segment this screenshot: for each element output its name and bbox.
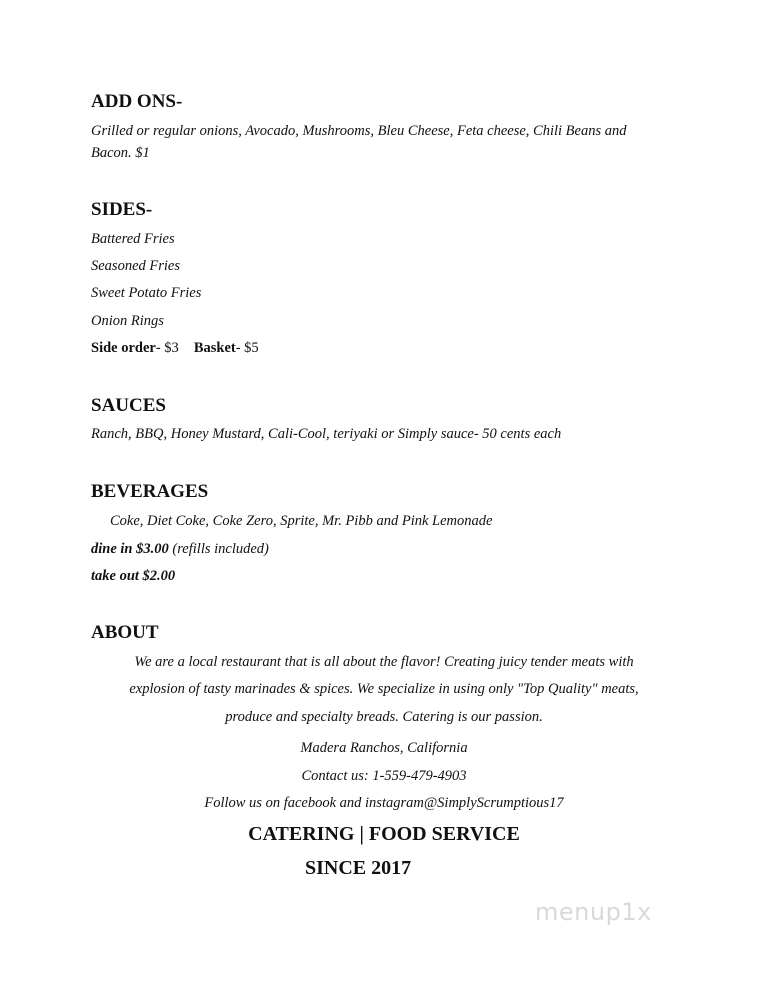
add-ons-heading: ADD ONS- xyxy=(91,91,183,112)
location: Madera Ranchos, California xyxy=(300,740,468,756)
sauces-line: Ranch, BBQ, Honey Mustard, Cali-Cool, teriyaki or Simply sauce- 50 cents each xyxy=(91,426,562,442)
catering-tagline: CATERING | FOOD SERVICE xyxy=(248,823,520,845)
about-line: produce and specialty breads. Catering is our passion. xyxy=(225,709,543,725)
about-line: We are a local restaurant that is all about the flavor! Creating juicy tender meats with xyxy=(134,654,634,670)
contact-phone: Contact us: 1-559-479-4903 xyxy=(301,768,467,784)
add-ons-line-1: Grilled or regular onions, Avocado, Mushrooms, Bleu Cheese, Feta cheese, Chili Beans and xyxy=(91,123,627,139)
basket-label: Basket xyxy=(193,340,236,356)
side-item: Seasoned Fries xyxy=(91,258,180,274)
about-line: explosion of tasty marinades & spices. We specialize in using only "Top Quality" meats, xyxy=(129,681,639,697)
side-order-price: - $3 xyxy=(155,340,179,356)
beverages-heading: BEVERAGES xyxy=(91,481,209,502)
about-heading: ABOUT xyxy=(91,622,159,643)
sauces-heading: SAUCES xyxy=(91,395,166,416)
dine-in-label: dine in $3.00 xyxy=(91,541,169,557)
dine-in-note: (refills included) xyxy=(168,541,269,557)
since-year: SINCE 2017 xyxy=(305,857,412,879)
side-item: Sweet Potato Fries xyxy=(91,285,202,301)
watermark-logo: menup1x xyxy=(535,898,652,926)
side-item: Onion Rings xyxy=(91,313,164,329)
side-order-label: Side order xyxy=(91,340,156,356)
side-item: Battered Fries xyxy=(91,231,175,247)
dine-in-price xyxy=(91,541,269,558)
beverages-line: Coke, Diet Coke, Coke Zero, Sprite, Mr. Pibb and Pink Lemonade xyxy=(110,513,493,529)
take-out-price: take out $2.00 xyxy=(91,568,176,584)
add-ons-line-2: Bacon. $1 xyxy=(91,145,150,161)
side-prices xyxy=(91,340,259,357)
sides-heading: SIDES- xyxy=(91,199,153,220)
basket-price: - $5 xyxy=(235,340,259,356)
social-handle: Follow us on facebook and instagram@SimplyScrumptious17 xyxy=(204,795,564,811)
